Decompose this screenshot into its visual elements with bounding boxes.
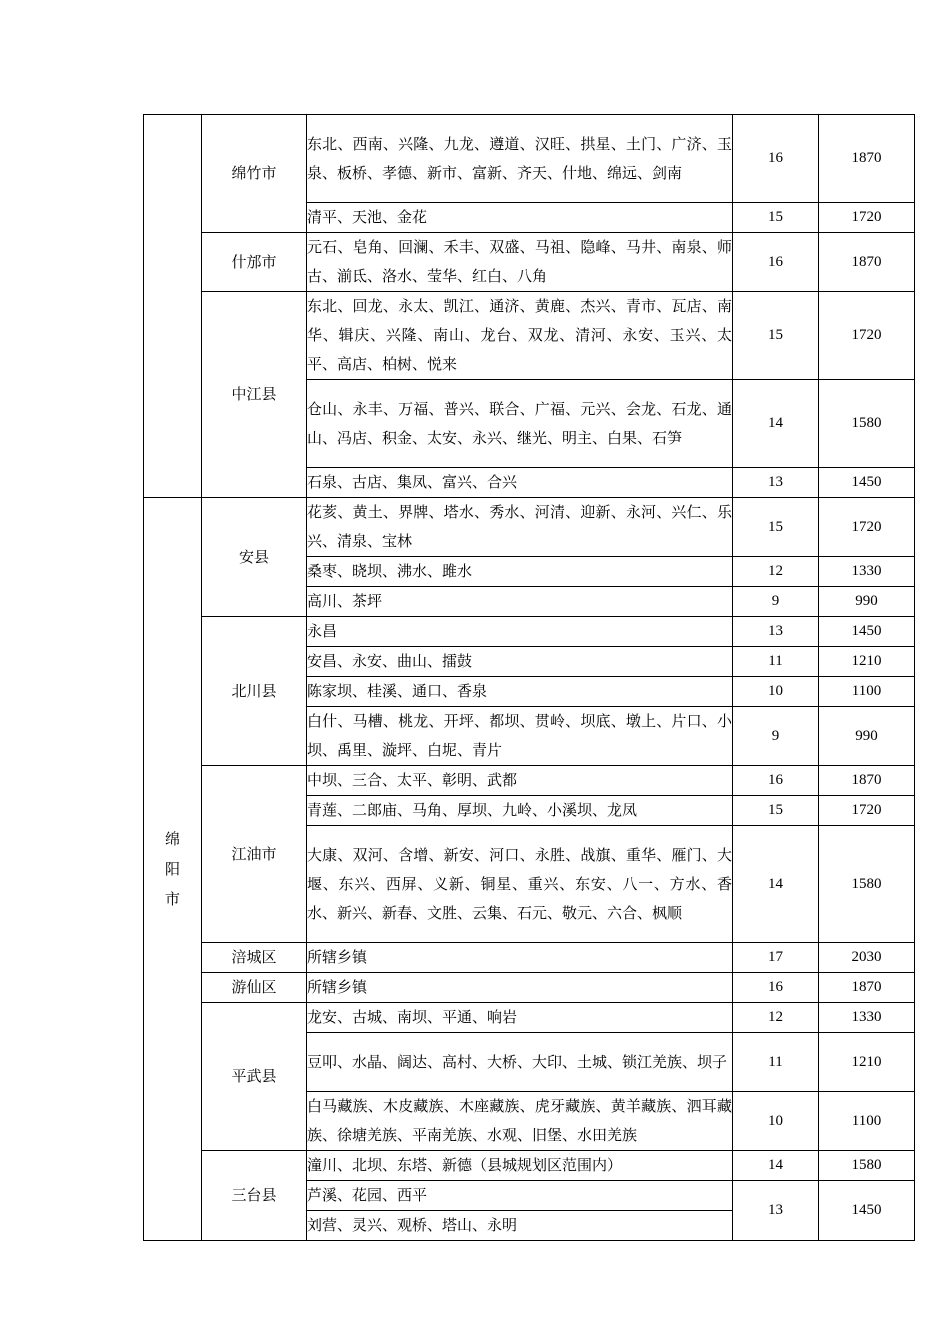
value-cell-a: 14 — [733, 826, 819, 943]
value-cell-a: 11 — [733, 1033, 819, 1092]
value-cell-b: 1720 — [819, 292, 915, 380]
towns-cell: 东北、回龙、永太、凯江、通济、黄鹿、杰兴、青市、瓦店、南华、辑庆、兴隆、南山、龙台、双龙、清河、永安、玉兴、太平、高店、柏树、悦来 — [307, 292, 733, 380]
value-cell-b: 1580 — [819, 380, 915, 468]
towns-cell: 青莲、二郎庙、马角、厚坝、九岭、小溪坝、龙凤 — [307, 796, 733, 826]
table-row — [144, 233, 915, 292]
county-cell: 平武县 — [202, 1003, 307, 1151]
towns-cell: 陈家坝、桂溪、通口、香泉 — [307, 677, 733, 707]
towns-cell: 潼川、北坝、东塔、新德（县城规划区范围内） — [307, 1151, 733, 1181]
value-cell-a: 12 — [733, 557, 819, 587]
towns-cell: 白什、马槽、桃龙、开坪、都坝、贯岭、坝底、墩上、片口、小坝、禹里、漩坪、白坭、青片 — [307, 707, 733, 766]
table-row — [144, 943, 915, 973]
city-cell — [144, 498, 202, 1241]
towns-cell: 大康、双河、含增、新安、河口、永胜、战旗、重华、雁门、大堰、东兴、西屏、义新、铜星、重兴、东安、八一、方水、香水、新兴、新春、文胜、云集、石元、敬元、六合、枫顺 — [307, 826, 733, 943]
county-cell: 绵竹市 — [202, 115, 307, 233]
city-name: 绵阳市 — [164, 830, 180, 908]
table-row — [144, 498, 915, 557]
value-cell-b: 1450 — [819, 617, 915, 647]
towns-cell: 石泉、古店、集凤、富兴、合兴 — [307, 468, 733, 498]
value-cell-a: 17 — [733, 943, 819, 973]
value-cell-b: 1720 — [819, 498, 915, 557]
value-cell-a: 15 — [733, 498, 819, 557]
value-cell-a: 12 — [733, 1003, 819, 1033]
towns-cell: 白马藏族、木皮藏族、木座藏族、虎牙藏族、黄羊藏族、泗耳藏族、徐塘羌族、平南羌族、水观、旧堡、水田羌族 — [307, 1092, 733, 1151]
value-cell-a: 9 — [733, 707, 819, 766]
value-cell-b: 1100 — [819, 1092, 915, 1151]
towns-cell: 高川、茶坪 — [307, 587, 733, 617]
value-cell-a: 9 — [733, 587, 819, 617]
value-cell-b: 990 — [819, 587, 915, 617]
city-cell — [144, 115, 202, 498]
value-cell-b: 1330 — [819, 557, 915, 587]
value-cell-b: 1210 — [819, 647, 915, 677]
value-cell-a: 13 — [733, 1181, 819, 1241]
value-cell-a: 13 — [733, 468, 819, 498]
county-cell: 游仙区 — [202, 973, 307, 1003]
towns-cell: 中坝、三合、太平、彰明、武都 — [307, 766, 733, 796]
towns-cell: 所辖乡镇 — [307, 943, 733, 973]
value-cell-b: 2030 — [819, 943, 915, 973]
towns-cell: 元石、皂角、回澜、禾丰、双盛、马祖、隐峰、马井、南泉、师古、湔氐、洛水、莹华、红白、八角 — [307, 233, 733, 292]
county-cell: 三台县 — [202, 1151, 307, 1241]
table-row — [144, 1151, 915, 1181]
value-cell-b: 1870 — [819, 115, 915, 203]
county-cell: 北川县 — [202, 617, 307, 766]
county-cell: 中江县 — [202, 292, 307, 498]
value-cell-a: 16 — [733, 233, 819, 292]
value-cell-a: 10 — [733, 1092, 819, 1151]
value-cell-b: 1870 — [819, 973, 915, 1003]
value-cell-a: 16 — [733, 973, 819, 1003]
towns-cell: 安昌、永安、曲山、擂鼓 — [307, 647, 733, 677]
table-row — [144, 973, 915, 1003]
towns-cell: 东北、西南、兴隆、九龙、遵道、汉旺、拱星、土门、广济、玉泉、板桥、孝德、新市、富新、齐天、什地、绵远、剑南 — [307, 115, 733, 203]
towns-cell: 花荄、黄土、界牌、塔水、秀水、河清、迎新、永河、兴仁、乐兴、清泉、宝林 — [307, 498, 733, 557]
towns-cell: 永昌 — [307, 617, 733, 647]
towns-cell: 所辖乡镇 — [307, 973, 733, 1003]
value-cell-b: 1210 — [819, 1033, 915, 1092]
towns-cell: 刘营、灵兴、观桥、塔山、永明 — [307, 1211, 733, 1241]
value-cell-b: 1720 — [819, 203, 915, 233]
value-cell-b: 1580 — [819, 1151, 915, 1181]
table-row — [144, 766, 915, 796]
towns-cell: 仓山、永丰、万福、普兴、联合、广福、元兴、会龙、石龙、通山、冯店、积金、太安、永兴、继光、明主、白果、石笋 — [307, 380, 733, 468]
value-cell-b: 1870 — [819, 233, 915, 292]
table-row — [144, 617, 915, 647]
value-cell-b: 1450 — [819, 1181, 915, 1241]
county-cell: 江油市 — [202, 766, 307, 943]
value-cell-b: 990 — [819, 707, 915, 766]
towns-cell: 清平、天池、金花 — [307, 203, 733, 233]
table-row — [144, 292, 915, 380]
county-cell: 什邡市 — [202, 233, 307, 292]
value-cell-b: 1580 — [819, 826, 915, 943]
value-cell-b: 1450 — [819, 468, 915, 498]
county-cell: 涪城区 — [202, 943, 307, 973]
towns-cell: 芦溪、花园、西平 — [307, 1181, 733, 1211]
value-cell-a: 16 — [733, 115, 819, 203]
towns-cell: 龙安、古城、南坝、平通、响岩 — [307, 1003, 733, 1033]
value-cell-a: 16 — [733, 766, 819, 796]
value-cell-a: 13 — [733, 617, 819, 647]
table-row — [144, 115, 915, 203]
land-price-table — [143, 114, 915, 1241]
value-cell-b: 1870 — [819, 766, 915, 796]
value-cell-a: 11 — [733, 647, 819, 677]
value-cell-b: 1330 — [819, 1003, 915, 1033]
value-cell-a: 15 — [733, 203, 819, 233]
value-cell-a: 15 — [733, 796, 819, 826]
towns-cell: 豆叩、水晶、阔达、高村、大桥、大印、土城、锁江羌族、坝子 — [307, 1033, 733, 1092]
value-cell-a: 15 — [733, 292, 819, 380]
value-cell-a: 10 — [733, 677, 819, 707]
table-row — [144, 1003, 915, 1033]
value-cell-b: 1720 — [819, 796, 915, 826]
value-cell-b: 1100 — [819, 677, 915, 707]
county-cell: 安县 — [202, 498, 307, 617]
towns-cell: 桑枣、晓坝、沸水、雎水 — [307, 557, 733, 587]
value-cell-a: 14 — [733, 1151, 819, 1181]
value-cell-a: 14 — [733, 380, 819, 468]
